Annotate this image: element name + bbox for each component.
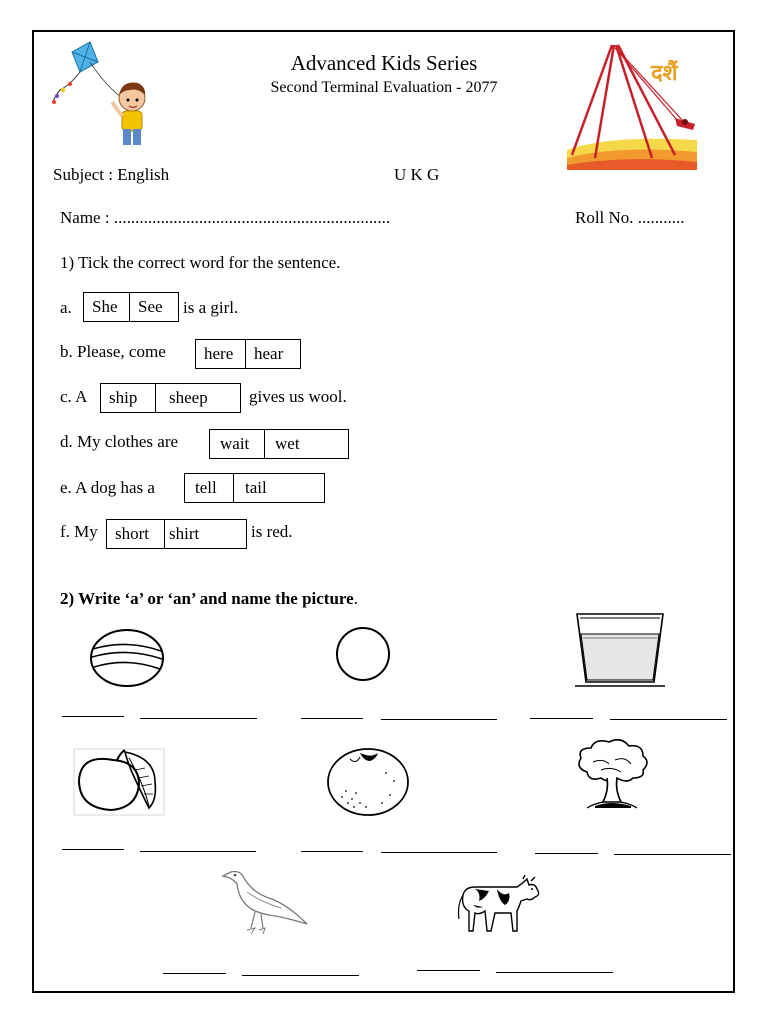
- item-e-option-1[interactable]: tell: [185, 474, 234, 502]
- item-e-prefix: e. A dog has a: [60, 478, 155, 497]
- article-blank[interactable]: [163, 973, 226, 974]
- item-c-prefix: c. A: [60, 387, 88, 406]
- item-f-choice-box: [106, 519, 247, 549]
- item-c-choice-box: [100, 383, 241, 413]
- article-blank[interactable]: [535, 853, 598, 854]
- article-blank[interactable]: [301, 851, 363, 852]
- tree-picture: [573, 738, 651, 812]
- item-b-option-1[interactable]: here: [196, 340, 246, 368]
- name-field: Name : .................................................................: [60, 208, 391, 227]
- item-e-option-2[interactable]: tail: [245, 478, 267, 497]
- item-f-suffix: is red.: [251, 522, 293, 541]
- glass-picture: [571, 610, 667, 690]
- crow-picture: [217, 866, 312, 938]
- article-blank[interactable]: [62, 716, 124, 717]
- article-blank[interactable]: [417, 970, 480, 971]
- answer-blank[interactable]: [140, 851, 256, 852]
- article-blank[interactable]: [530, 718, 593, 719]
- item-f-option-1[interactable]: short: [107, 520, 165, 548]
- plate-picture: [334, 625, 392, 683]
- answer-blank[interactable]: [610, 719, 727, 720]
- item-c-suffix: gives us wool.: [249, 387, 347, 406]
- question-2-heading-bold: 2) Write ‘a’ or ‘an’ and name the picture: [60, 589, 354, 608]
- item-a-choice-box: [83, 292, 179, 322]
- item-d-option-2[interactable]: wet: [275, 434, 300, 453]
- item-a-option-1[interactable]: She: [84, 293, 130, 321]
- item-b-option-2[interactable]: hear: [254, 344, 284, 363]
- question-2-heading: [60, 589, 358, 609]
- mango-picture: [73, 748, 165, 816]
- item-a-suffix: is a girl.: [183, 298, 239, 317]
- page-subtitle: Second Terminal Evaluation - 2077: [270, 79, 498, 96]
- item-d-choice-box: [209, 429, 349, 459]
- logo-text: दशैं: [651, 61, 678, 86]
- subject-label: Subject : English: [53, 165, 170, 184]
- article-blank[interactable]: [301, 718, 363, 719]
- item-b-prefix: b. Please, come: [60, 342, 166, 361]
- question-1-heading: 1) Tick the correct word for the sentence.: [60, 253, 341, 272]
- item-c-option-2[interactable]: sheep: [169, 388, 208, 407]
- grade-label: U K G: [394, 165, 440, 184]
- answer-blank[interactable]: [614, 854, 731, 855]
- answer-blank[interactable]: [242, 975, 359, 976]
- article-blank[interactable]: [62, 849, 124, 850]
- item-d-option-1[interactable]: wait: [210, 430, 265, 458]
- item-e-choice-box: [184, 473, 325, 503]
- answer-blank[interactable]: [381, 719, 497, 720]
- item-f-prefix: f. My: [60, 522, 98, 541]
- item-b-choice-box: [195, 339, 301, 369]
- answer-blank[interactable]: [381, 852, 497, 853]
- orange-picture: [326, 745, 410, 817]
- roll-number-field: Roll No. ...........: [575, 208, 685, 227]
- item-a-prefix: a.: [60, 298, 72, 317]
- answer-blank[interactable]: [140, 718, 257, 719]
- question-2-heading-end: .: [353, 589, 358, 608]
- page-title: Advanced Kids Series: [290, 51, 478, 75]
- item-a-option-2[interactable]: See: [138, 297, 163, 316]
- item-f-option-2[interactable]: shirt: [169, 524, 200, 543]
- answer-blank[interactable]: [496, 972, 613, 973]
- item-c-option-1[interactable]: ship: [101, 384, 156, 412]
- item-d-prefix: d. My clothes are: [60, 432, 179, 451]
- cow-picture: [455, 875, 543, 937]
- ball-picture: [88, 627, 166, 689]
